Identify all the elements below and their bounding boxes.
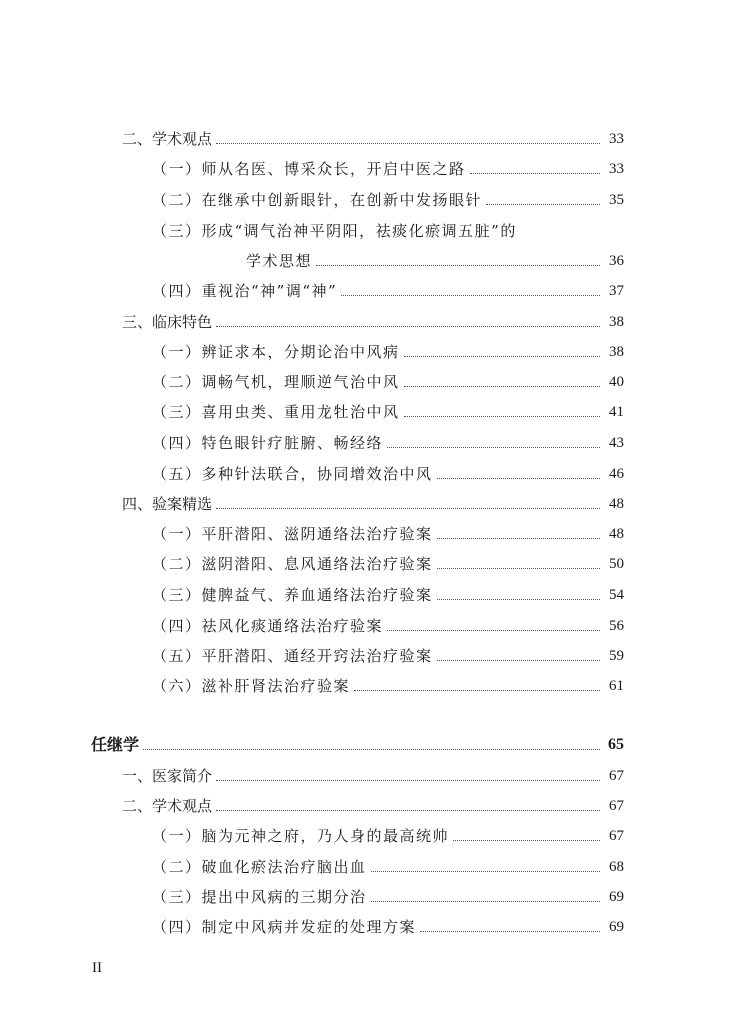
toc-entry-title: （六）滋补肝肾法治疗验案 bbox=[152, 677, 351, 695]
toc-entry-page: 54 bbox=[609, 587, 624, 603]
toc-entry-page: 38 bbox=[609, 344, 624, 360]
dot-leader bbox=[437, 538, 600, 539]
toc-entry-page: 61 bbox=[609, 678, 624, 694]
toc-entry-title: （三）喜用虫类、重用龙牡治中风 bbox=[152, 403, 400, 421]
toc-entry-title: （二）滋阴潜阳、息风通络法治疗验案 bbox=[152, 555, 433, 573]
dot-leader bbox=[404, 356, 600, 357]
dot-leader bbox=[420, 931, 600, 932]
dot-leader bbox=[486, 204, 600, 205]
toc-entry-title: （三）提出中风病的三期分治 bbox=[152, 888, 367, 906]
toc-entry-title: （一）辨证求本，分期论治中风病 bbox=[152, 343, 400, 361]
dot-leader bbox=[437, 568, 600, 569]
toc-entry bbox=[122, 793, 624, 817]
toc-entry-title: （五）多种针法联合，协同增效治中风 bbox=[152, 465, 433, 483]
dot-leader bbox=[470, 173, 600, 174]
toc-entry-title: 任继学 bbox=[91, 735, 140, 754]
toc-entry-page: 67 bbox=[609, 768, 624, 784]
dot-leader bbox=[341, 295, 600, 296]
dot-leader bbox=[216, 780, 600, 781]
toc-entry-title: （二）破血化瘀法治疗脑出血 bbox=[152, 858, 367, 876]
toc-entry bbox=[152, 461, 624, 485]
toc-entry bbox=[152, 218, 624, 242]
dot-leader bbox=[371, 901, 600, 902]
toc-entry-page: 40 bbox=[609, 374, 624, 390]
toc-entry bbox=[122, 309, 624, 333]
toc-entry bbox=[152, 156, 624, 180]
toc-entry-page: 37 bbox=[609, 283, 624, 299]
toc-entry-page: 33 bbox=[609, 161, 624, 177]
toc-entry bbox=[152, 399, 624, 423]
toc-entry-title: （四）特色眼针疗脏腑、畅经络 bbox=[152, 434, 384, 452]
dot-leader bbox=[437, 660, 600, 661]
dot-leader bbox=[387, 447, 600, 448]
toc-entry bbox=[152, 339, 624, 363]
toc-entry-title: （四）重视治“神”调“神” bbox=[152, 282, 338, 300]
toc-entry-page: 46 bbox=[609, 466, 624, 482]
toc-entry-page: 35 bbox=[609, 192, 624, 208]
toc-entry-page: 69 bbox=[609, 919, 624, 935]
toc-entry-title: 四、验案精选 bbox=[122, 495, 213, 513]
toc-entry-page: 56 bbox=[609, 618, 624, 634]
toc-entry bbox=[152, 854, 624, 878]
toc-entry-title: （一）平肝潜阳、滋阴通络法治疗验案 bbox=[152, 525, 433, 543]
dot-leader bbox=[216, 810, 600, 811]
toc-entry-page: 36 bbox=[609, 253, 624, 269]
toc-entry-page: 43 bbox=[609, 435, 624, 451]
toc-entry bbox=[122, 763, 624, 787]
toc-entry-title: （四）制定中风病并发症的处理方案 bbox=[152, 918, 417, 936]
toc-author-entry bbox=[91, 732, 624, 756]
toc-entry bbox=[152, 521, 624, 545]
toc-entry-title: （四）祛风化痰通络法治疗验案 bbox=[152, 617, 384, 635]
toc-entry-page: 59 bbox=[609, 648, 624, 664]
toc-entry bbox=[122, 126, 624, 150]
toc-entry-page: 33 bbox=[609, 131, 624, 147]
toc-entry-page: 50 bbox=[609, 556, 624, 572]
page-folio: II bbox=[92, 960, 102, 976]
dot-leader bbox=[404, 386, 600, 387]
toc-entry-page: 69 bbox=[609, 889, 624, 905]
dot-leader bbox=[387, 630, 600, 631]
toc-entry-title: （一）师从名医、博采众长，开启中医之路 bbox=[152, 160, 466, 178]
toc-entry bbox=[152, 187, 624, 211]
toc-entry-title: （二）在继承中创新眼针，在创新中发扬眼针 bbox=[152, 191, 483, 209]
dot-leader bbox=[354, 690, 600, 691]
toc-entry-page: 38 bbox=[609, 314, 624, 330]
toc-entry bbox=[152, 613, 624, 637]
toc-entry-continuation bbox=[246, 248, 624, 272]
dot-leader bbox=[437, 478, 600, 479]
dot-leader bbox=[404, 416, 600, 417]
toc-entry-title: 学术思想 bbox=[246, 252, 313, 270]
toc-entry bbox=[152, 823, 624, 847]
dot-leader bbox=[453, 840, 600, 841]
toc-entry bbox=[152, 369, 624, 393]
toc-entry-title: （三）形成“调气治神平阴阳，祛痰化瘀调五脏”的 bbox=[152, 222, 517, 240]
toc-entry-page: 65 bbox=[608, 736, 624, 753]
toc-entry bbox=[152, 673, 624, 697]
dot-leader bbox=[371, 871, 600, 872]
toc-entry-page: 67 bbox=[609, 798, 624, 814]
toc-entry bbox=[152, 582, 624, 606]
toc-entry-title: 一、医家简介 bbox=[122, 767, 213, 785]
toc-entry bbox=[152, 643, 624, 667]
toc-entry bbox=[152, 278, 624, 302]
dot-leader bbox=[143, 749, 600, 750]
toc-entry-page: 68 bbox=[609, 859, 624, 875]
toc-entry-page: 48 bbox=[609, 526, 624, 542]
toc-entry bbox=[152, 551, 624, 575]
toc-entry bbox=[152, 884, 624, 908]
dot-leader bbox=[216, 508, 600, 509]
toc-entry-title: （三）健脾益气、养血通络法治疗验案 bbox=[152, 586, 433, 604]
toc-entry-title: （五）平肝潜阳、通经开窍法治疗验案 bbox=[152, 647, 433, 665]
toc-entry-title: 二、学术观点 bbox=[122, 797, 213, 815]
toc-entry-title: （一）脑为元神之府，乃人身的最高统帅 bbox=[152, 827, 450, 845]
toc-entry bbox=[152, 430, 624, 454]
toc-entry-title: 三、临床特色 bbox=[122, 313, 213, 331]
dot-leader bbox=[316, 265, 600, 266]
toc-entry-page: 41 bbox=[609, 404, 624, 420]
toc-entry-title: 二、学术观点 bbox=[122, 130, 213, 148]
dot-leader bbox=[216, 143, 600, 144]
toc-entry bbox=[152, 914, 624, 938]
dot-leader bbox=[437, 599, 600, 600]
toc-entry-page: 48 bbox=[609, 496, 624, 512]
toc-entry-title: （二）调畅气机，理顺逆气治中风 bbox=[152, 373, 400, 391]
dot-leader bbox=[216, 326, 600, 327]
toc-entry bbox=[122, 491, 624, 515]
toc-entry-page: 67 bbox=[609, 828, 624, 844]
